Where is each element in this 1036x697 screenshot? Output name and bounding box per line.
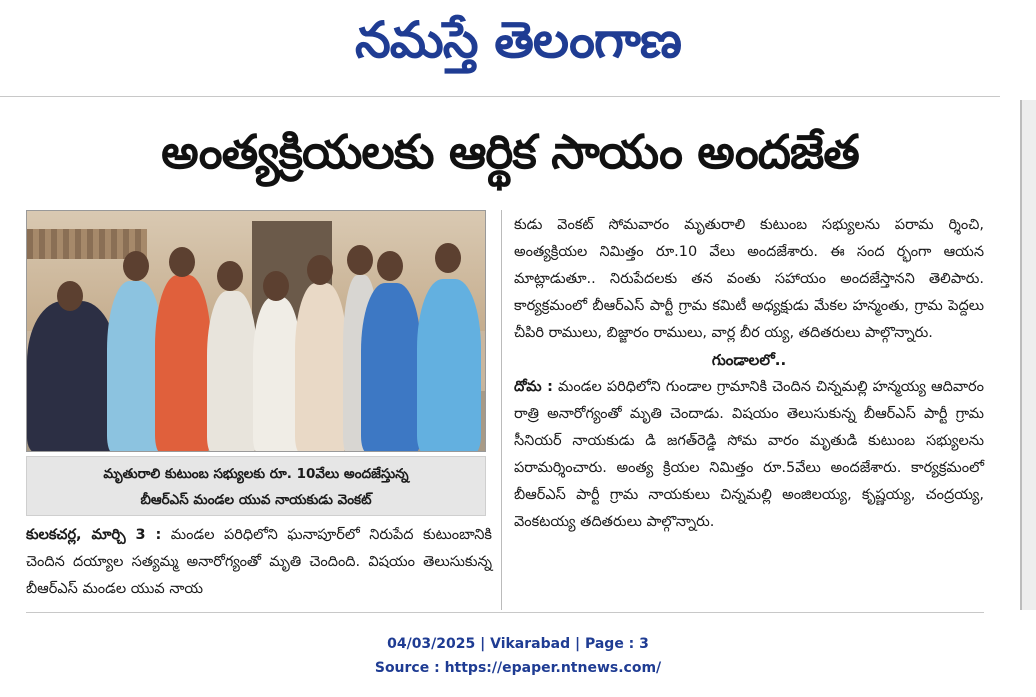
photo-person (253, 297, 301, 452)
source-link[interactable]: https://epaper.ntnews.com/ (444, 660, 662, 676)
article-left-column (26, 522, 492, 603)
photo-person (207, 291, 257, 452)
photo-person (27, 301, 117, 452)
article-body-text-2: మండల పరిధిలోని గుండాల గ్రామానికి చెందిన చిన్నమల్లి హన్మయ్య ఆదివారం రాత్రి అనారోగ్యంతో మృతి చెందాడు. విషయం తెలుసుకున్న బీఆర్ఎస్ పార్టీ గ్రామ సీనియర్ నాయకుడు డి జగత్‌రెడ్డి సోమ వారం మృతుడి కుటుంబ సభ్యులను పరామర్శించారు. అంత్య క్రియల నిమిత్తం రూ.5వేలు అందజేశారు. కార్యక్రమంలో బీఆర్ఎస్ పార్టీ గ్రామ నాయకులు చిన్నమల్లి అంజిలయ్య, కృష్ణయ్య, చంద్రయ్య, వెంకటయ్య తదితరులు పాల్గొన్నారు. (514, 379, 984, 530)
photo-caption-line1: మృతురాలి కుటుంబ సభ్యులకు రూ. 10వేలు అందజేస్తున్న (103, 466, 409, 482)
photo-head (217, 261, 243, 291)
photo-person (361, 283, 421, 452)
page-footer (0, 632, 1036, 680)
adjacent-page-edge (1020, 100, 1036, 610)
photo-person (417, 279, 481, 452)
photo-head (377, 251, 403, 281)
photo-person (295, 283, 347, 452)
photo-head (263, 271, 289, 301)
photo-head (169, 247, 195, 277)
footer-source-label: Source : (374, 660, 445, 676)
article-subheading: గుండాలలో.. (711, 351, 787, 369)
photo-head (307, 255, 333, 285)
newspaper-masthead: నమస్తే తెలంగాణ (355, 11, 681, 69)
news-photo (26, 210, 486, 452)
top-divider (0, 96, 1000, 97)
photo-person (155, 275, 211, 452)
photo-caption (26, 456, 486, 516)
article-paragraph-2 (514, 374, 984, 536)
photo-caption-line2: బీఆర్ఎస్ మండల యువ నాయకుడు వెంకట్ (140, 492, 372, 508)
column-divider (501, 210, 502, 610)
footer-date-edition: 04/03/2025 | Vikarabad | Page : 3 (387, 636, 649, 652)
article-paragraph: కుడు వెంకట్ సోమవారం మృతురాలి కుటుంబ సభ్యులను పరామ ర్శించి, అంత్యక్రియల నిమిత్తం రూ.10 వేలు అందజేశారు. ఈ సంద ర్భంగా ఆయన మాట్లాడుతూ.. నిరుపేదలకు తన వంతు సహాయం అందజేస్తానని తెలిపారు. కార్యక్రమంలో బీఆర్ఎస్ పార్టీ గ్రామ కమిటీ అధ్యక్షుడు మేకల హన్మంతు, గ్రామ పెద్దలు చీపిరి రాములు, బిజ్జారం రాములు, వార్ల బీర య్య, తదితరులు పాల్గొన్నారు. (514, 217, 984, 341)
article-headline: అంత్యక్రియలకు ఆర్థిక సాయం అందజేత (161, 125, 859, 180)
article-body-text: మండల పరిధిలోని ఘనాపూర్‌లో నిరుపేద కుటుంబానికి చెందిన దయ్యాల సత్యమ్మ అనారోగ్యంతో మృతి చెందింది. విషయం తెలుసుకున్న బీఆర్ఎస్ మండల యువ నాయ (26, 527, 492, 597)
photo-head (57, 281, 83, 311)
photo-head (123, 251, 149, 281)
article-dateline-2: దోమ : (514, 379, 553, 395)
photo-head (435, 243, 461, 273)
footer-source (0, 656, 1036, 680)
photo-head (347, 245, 373, 275)
article-right-column (514, 212, 984, 536)
bottom-divider (26, 612, 984, 613)
article-dateline: కులకచర్ల, మార్చి 3 : (26, 527, 162, 543)
